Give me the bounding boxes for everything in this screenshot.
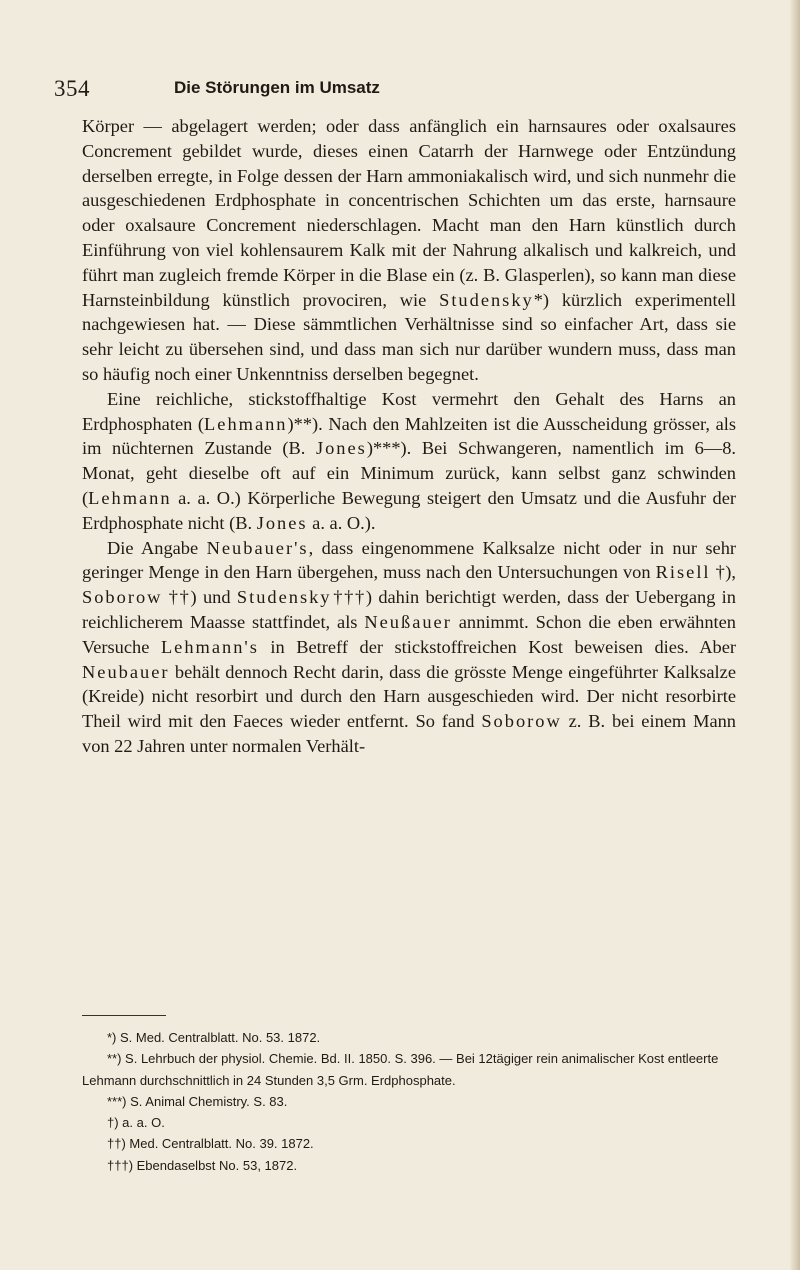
author-name: Soborow xyxy=(481,711,562,732)
body-text xyxy=(82,114,736,759)
author-name: Risell xyxy=(655,562,711,583)
author-name: Neubauer's xyxy=(206,537,309,558)
footnote: †) a. a. O. xyxy=(107,1115,165,1131)
author-name: Neubauer xyxy=(82,661,170,682)
footnote: ††) Med. Centralblatt. No. 39. 1872. xyxy=(107,1136,314,1152)
author-name: Soborow xyxy=(82,587,163,608)
author-name: Lehmann's xyxy=(160,636,259,657)
paragraph-3: Die Angabe Neubauer's, dass eingenommene Kalksalze nicht oder in nur sehr geringer Menge in den Harn übergehen, muss nach den Untersuchungen von Risell †), Soborow ††) und Studensky†††) dahin berichtigt werden, dass der Uebergang in reichlicherem Maasse stattfindet, als Neußauer annimmt. Schon die eben erwähnten Versuche Lehmann's in Betreff der stickstoffreichen Kost beweisen dies. Aber Neubauer behält dennoch Recht darin, dass die grösste Menge eingeführter Kalksalze (Kreide) nicht resorbirt und durch den Harn ausgeschieden wird. Der nicht resorbirte Theil wird mit den Faeces wieder entfernt. So fand Soborow z. B. bei einem Mann von 22 Jahren unter normalen Verhält- xyxy=(82,537,737,756)
page-header xyxy=(54,76,744,106)
paragraph-2: Eine reichliche, stickstoffhaltige Kost vermehrt den Gehalt des Harns an Erdphosphaten (Lehmann)**). Nach den Mahlzeiten ist die Ausscheidung grösser, als im nüchternen Zustande (B. Jones)***). Bei Schwangeren, namentlich im 6—8. Monat, geht dieselbe oft auf ein Minimum zurück, kann selbst ganz schwinden (Lehmann a. a. O.) Körperliche Bewegung steigert den Umsatz und die Ausfuhr der Erdphosphate nicht (B. Jones a. a. O.). xyxy=(82,388,737,533)
footnote: **) S. Lehrbuch der physiol. Chemie. Bd. II. 1850. S. 396. — Bei 12tägiger rein animalischer Kost entleerte Lehmann durchschnittlich in 24 Stunden 3,5 Grm. Erdphosphate. xyxy=(82,1051,719,1088)
page-number: 354 xyxy=(54,76,90,101)
page-edge-shadow xyxy=(790,0,800,1270)
footnotes xyxy=(82,1027,736,1176)
author-name: Jones xyxy=(256,512,308,533)
author-name: Studensky xyxy=(439,289,534,310)
paragraph-1: Körper — abgelagert werden; oder dass anfänglich ein harnsaures oder oxalsaures Concrement gebildet wurde, dieses einen Catarrh der Harnwege oder Entzündung derselben erregte, in Folge dessen der Harn ammoniakalisch wird, und sich nunmehr die ausgeschiedenen Erdphosphate in concentrischen Schichten um das erste, harnsaure oder oxalsaure Concrement niederschlagen. Macht man den Harn künstlich durch Einführung von viel kohlensaurem Kalk mit der Nahrung alkalisch und kalkreich, und führt man zugleich fremde Körper in die Blase ein (z. B. Glasperlen), so kann man diese Harnsteinbildung künstlich provociren, wie Studensky*) kürzlich experimentell nachgewiesen hat. — Diese sämmtlichen Verhältnisse sind so einfacher Art, dass sie sehr leicht zu übersehen sind, und dass man sich nur darüber wundern muss, dass man so häufig noch einer Unkenntniss derselben begegnet. xyxy=(82,116,736,384)
footnote: ***) S. Animal Chemistry. S. 83. xyxy=(107,1093,288,1109)
footnote: *) S. Med. Centralblatt. No. 53. 1872. xyxy=(107,1030,321,1045)
author-name: Lehmann xyxy=(88,487,172,508)
footnote-divider xyxy=(82,1015,166,1016)
author-name: Studensky xyxy=(236,587,332,608)
author-name: Jones xyxy=(315,438,367,459)
author-name: Neußauer xyxy=(364,611,452,632)
running-head: Die Störungen im Umsatz xyxy=(174,78,380,97)
footnote: †††) Ebendaselbst No. 53, 1872. xyxy=(107,1157,298,1173)
author-name: Lehmann xyxy=(204,413,288,434)
